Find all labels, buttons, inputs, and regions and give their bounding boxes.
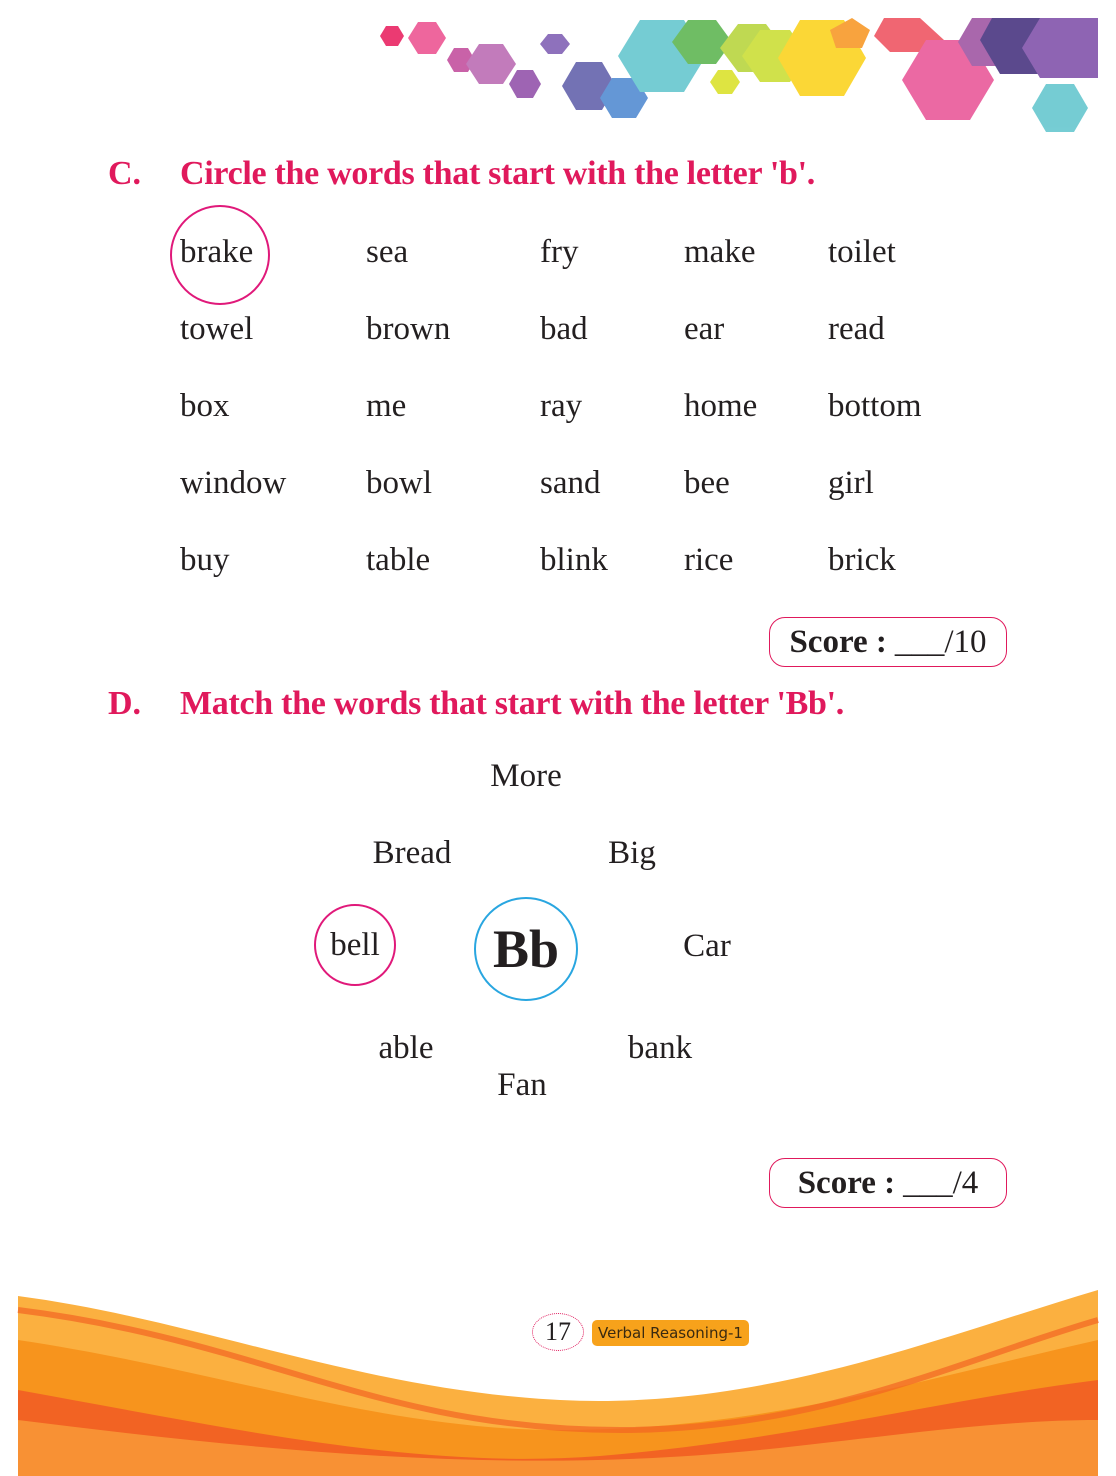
- word-item[interactable]: sea: [366, 234, 409, 270]
- word-item[interactable]: window: [180, 465, 287, 501]
- score-label: Score :: [797, 1164, 896, 1201]
- word-item[interactable]: girl: [828, 465, 874, 501]
- match-word-big[interactable]: Big: [608, 835, 656, 871]
- match-word-able[interactable]: able: [378, 1030, 434, 1066]
- match-word-bread[interactable]: Bread: [372, 835, 452, 871]
- word-item[interactable]: brown: [366, 311, 451, 347]
- word-item[interactable]: ear: [684, 311, 725, 347]
- word-item[interactable]: fry: [540, 234, 579, 270]
- center-letter-circle: [474, 897, 578, 1001]
- word-item[interactable]: home: [684, 388, 758, 424]
- match-word-fan[interactable]: Fan: [497, 1067, 547, 1103]
- word-item[interactable]: brick: [828, 542, 896, 578]
- bell-label: bell: [330, 926, 380, 963]
- word-item[interactable]: read: [828, 311, 885, 347]
- word-item[interactable]: make: [684, 234, 756, 270]
- book-title-badge: Verbal Reasoning-1: [592, 1320, 749, 1346]
- center-letter: Bb: [492, 919, 560, 979]
- word-item[interactable]: towel: [180, 311, 254, 347]
- word-item[interactable]: bowl: [366, 465, 432, 501]
- word-item[interactable]: toilet: [828, 234, 896, 270]
- word-item[interactable]: blink: [540, 542, 608, 578]
- match-word-bell[interactable]: [314, 904, 396, 986]
- section-d-instruction: Match the words that start with the letter 'Bb'.: [180, 685, 844, 722]
- footer-wave-decoration: [0, 1280, 1116, 1476]
- hexagon-decoration: [0, 0, 1116, 140]
- word-item[interactable]: me: [366, 388, 407, 424]
- word-item[interactable]: table: [366, 542, 431, 578]
- score-blank[interactable]: ___/10: [894, 623, 987, 660]
- match-word-more[interactable]: More: [490, 758, 562, 794]
- score-blank[interactable]: ___/4: [903, 1164, 979, 1201]
- word-item[interactable]: bottom: [828, 388, 922, 424]
- score-label: Score :: [789, 623, 887, 660]
- page-number: 17: [532, 1313, 584, 1351]
- word-item[interactable]: ray: [540, 388, 583, 424]
- section-c-letter: C.: [108, 155, 142, 192]
- word-item[interactable]: bee: [684, 465, 730, 501]
- word-item[interactable]: sand: [540, 465, 601, 501]
- word-item[interactable]: box: [180, 388, 230, 424]
- section-c-instruction: Circle the words that start with the letter 'b'.: [180, 155, 815, 192]
- section-d-letter: D.: [108, 685, 142, 722]
- score-box-d: [769, 1158, 1007, 1208]
- score-box-c: [769, 617, 1007, 667]
- word-item[interactable]: buy: [180, 542, 230, 578]
- word-item[interactable]: rice: [684, 542, 734, 578]
- word-item[interactable]: bad: [540, 311, 588, 347]
- match-word-bank[interactable]: bank: [627, 1030, 693, 1066]
- word-item[interactable]: brake: [180, 234, 254, 270]
- match-word-car[interactable]: Car: [683, 928, 731, 964]
